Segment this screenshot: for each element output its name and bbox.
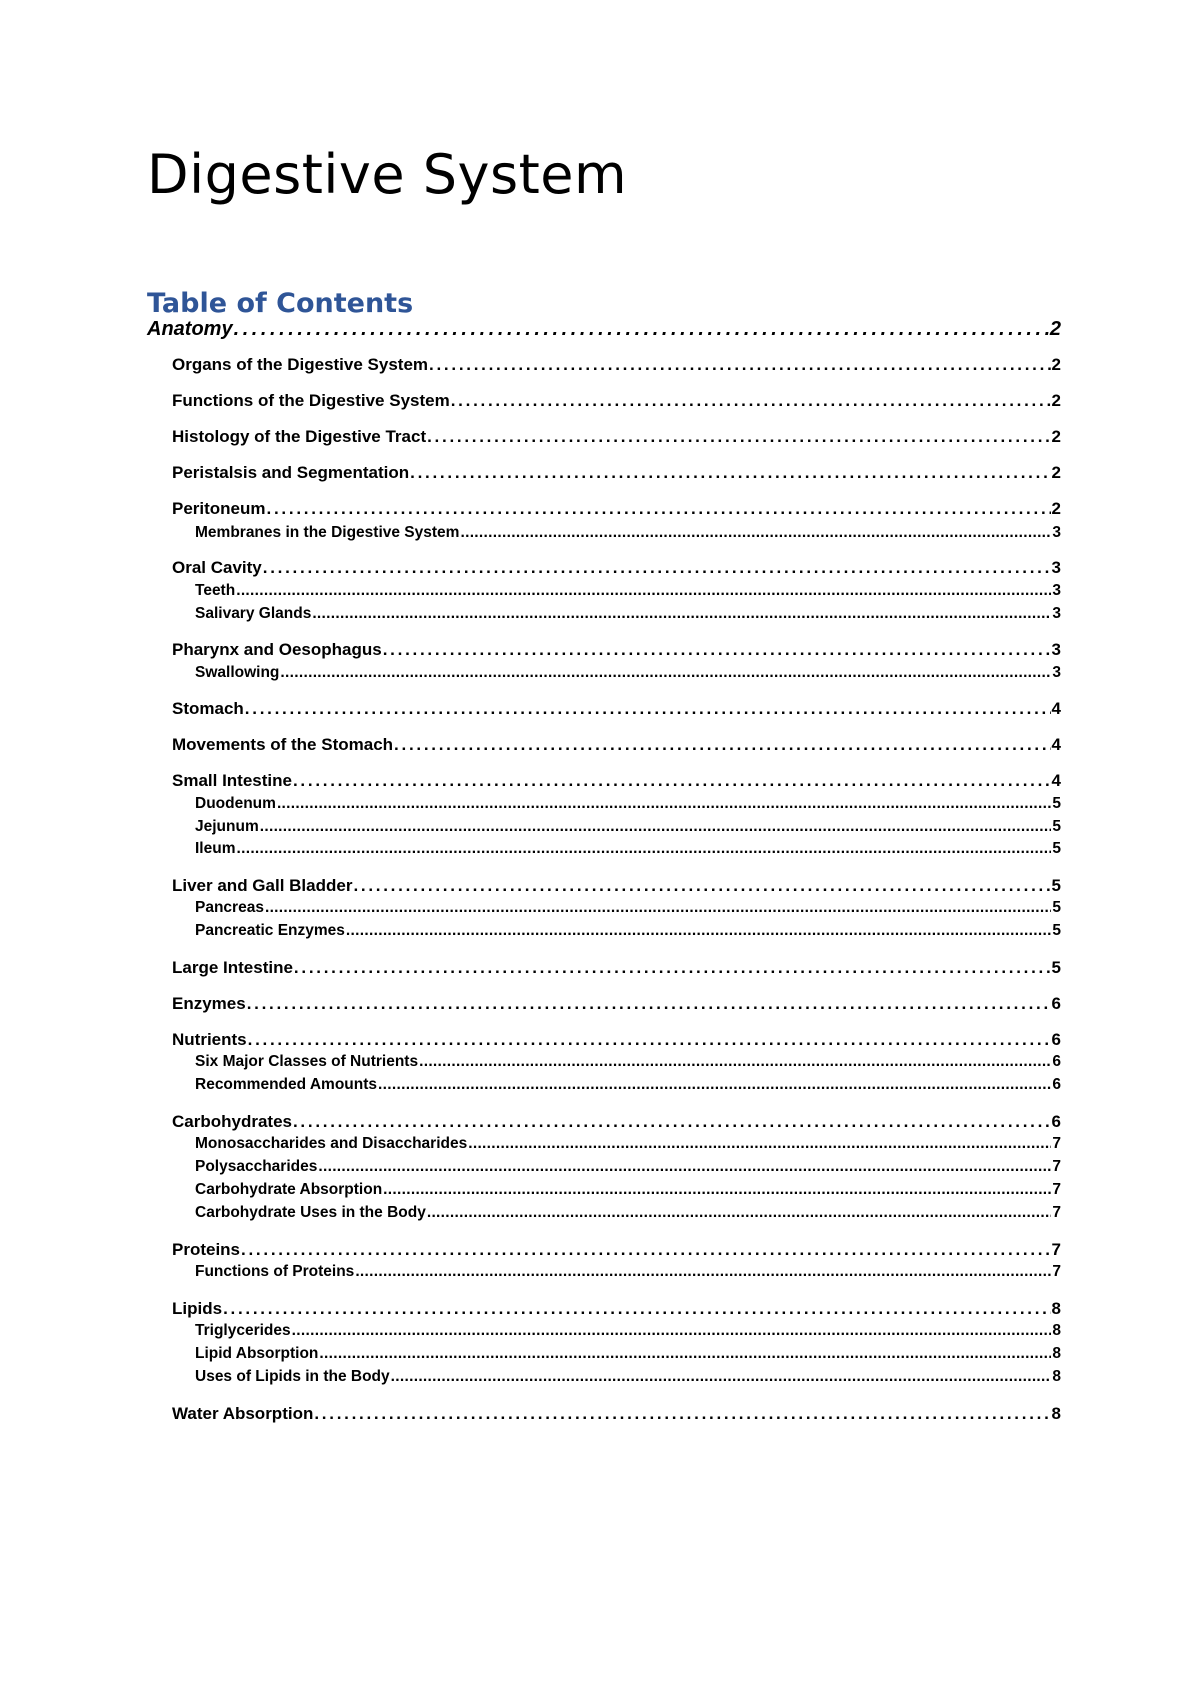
toc-entry[interactable] [195, 922, 1061, 940]
toc-entry[interactable] [195, 1368, 1061, 1386]
toc-page-number: 8 [1051, 1404, 1061, 1423]
toc-dot-leader [355, 1263, 1051, 1281]
toc-page-number: 2 [1051, 499, 1061, 518]
toc-entry-label: Enzymes [172, 994, 246, 1013]
toc-entry[interactable] [172, 1299, 1061, 1319]
toc-page-number: 3 [1051, 640, 1061, 659]
toc-dot-leader [427, 427, 1050, 447]
toc-page-number: 6 [1051, 1112, 1061, 1131]
toc-dot-leader [468, 1135, 1051, 1153]
toc-page-number: 5 [1052, 818, 1061, 835]
toc-page-number: 8 [1051, 1299, 1061, 1318]
toc-page-number: 6 [1052, 1053, 1061, 1070]
toc-dot-leader [236, 582, 1051, 600]
toc-dot-leader [383, 1181, 1051, 1199]
toc-dot-leader [293, 1112, 1051, 1132]
toc-page-number: 2 [1051, 463, 1061, 482]
toc-heading: Table of Contents [147, 288, 414, 319]
toc-entry[interactable] [195, 899, 1061, 917]
toc-entry[interactable] [195, 795, 1061, 813]
toc-entry[interactable] [195, 1263, 1061, 1281]
toc-entry[interactable] [195, 1076, 1061, 1094]
toc-dot-leader [353, 876, 1050, 896]
toc-dot-leader [292, 1322, 1052, 1340]
toc-page-number: 4 [1051, 771, 1061, 790]
toc-dot-leader [410, 463, 1050, 483]
toc-entry[interactable] [195, 664, 1061, 682]
toc-entry-label: Peritoneum [172, 499, 266, 518]
toc-entry[interactable] [172, 1240, 1061, 1260]
toc-dot-leader [293, 771, 1051, 791]
toc-entry[interactable] [172, 355, 1061, 375]
toc-dot-leader [427, 1204, 1052, 1222]
toc-page-number: 5 [1051, 958, 1061, 977]
toc-entry-label: Membranes in the Digestive System [195, 524, 460, 541]
toc-entry-label: Six Major Classes of Nutrients [195, 1053, 419, 1070]
toc-entry[interactable] [195, 605, 1061, 623]
toc-dot-leader [294, 958, 1051, 978]
toc-entry[interactable] [195, 1345, 1061, 1363]
toc-page-number: 4 [1051, 699, 1061, 718]
toc-entry[interactable] [172, 391, 1061, 411]
toc-page-number: 3 [1052, 582, 1061, 599]
toc-page-number: 6 [1051, 1030, 1061, 1049]
toc-dot-leader [346, 922, 1051, 940]
toc-dot-leader [314, 1404, 1050, 1424]
toc-entry[interactable] [147, 318, 1061, 341]
toc-entry-label: Oral Cavity [172, 558, 262, 577]
toc-dot-leader [394, 735, 1050, 755]
toc-dot-leader [378, 1076, 1051, 1094]
toc-entry[interactable] [172, 771, 1061, 791]
toc-entry-label: Carbohydrates [172, 1112, 292, 1131]
toc-dot-leader [391, 1368, 1052, 1386]
toc-page-number: 2 [1049, 318, 1061, 340]
toc-page-number: 3 [1051, 558, 1061, 577]
toc-entry[interactable] [172, 958, 1061, 978]
toc-dot-leader [451, 391, 1051, 411]
toc-entry-label: Organs of the Digestive System [172, 355, 429, 374]
toc-entry-label: Lipid Absorption [195, 1345, 319, 1362]
toc-page-number: 6 [1052, 1076, 1061, 1093]
toc-entry-label: Duodenum [195, 795, 276, 812]
toc-dot-leader [312, 605, 1051, 623]
toc-entry-label: Ileum [195, 840, 236, 857]
toc-entry-label: Carbohydrate Uses in the Body [195, 1204, 426, 1221]
toc-entry[interactable] [172, 499, 1061, 519]
toc-dot-leader [429, 355, 1051, 375]
toc-entry-label: Recommended Amounts [195, 1076, 378, 1093]
toc-entry-label: Functions of Proteins [195, 1263, 355, 1280]
toc-page-number: 8 [1052, 1368, 1061, 1385]
toc-page-number: 5 [1052, 922, 1061, 939]
toc-entry-label: Lipids [172, 1299, 223, 1318]
toc-entry-label: Water Absorption [172, 1404, 314, 1423]
toc-dot-leader [267, 499, 1051, 519]
toc-dot-leader [419, 1053, 1051, 1071]
toc-dot-leader [234, 318, 1049, 341]
toc-entry-label: Proteins [172, 1240, 241, 1259]
toc-page-number: 4 [1051, 735, 1061, 754]
toc-dot-leader [383, 640, 1051, 660]
toc-entry-label: Movements of the Stomach [172, 735, 394, 754]
toc-page-number: 7 [1052, 1263, 1061, 1280]
toc-page-number: 6 [1051, 994, 1061, 1013]
toc-dot-leader [236, 840, 1051, 858]
toc-page-number: 5 [1052, 899, 1061, 916]
toc-entry-label: Salivary Glands [195, 605, 312, 622]
toc-entry[interactable] [172, 427, 1061, 447]
toc-entry-label: Histology of the Digestive Tract [172, 427, 427, 446]
toc-entry[interactable] [172, 876, 1061, 896]
toc-page-number: 7 [1052, 1135, 1061, 1152]
toc-dot-leader [223, 1299, 1050, 1319]
toc-entry[interactable] [172, 640, 1061, 660]
toc-page-number: 3 [1052, 664, 1061, 681]
toc-entry[interactable] [195, 818, 1061, 836]
toc-entry[interactable] [195, 524, 1061, 542]
toc-dot-leader [241, 1240, 1051, 1260]
toc-entry-label: Large Intestine [172, 958, 293, 977]
toc-entry-label: Stomach [172, 699, 244, 718]
toc-dot-leader [263, 558, 1051, 578]
toc-entry-label: Polysaccharides [195, 1158, 318, 1175]
toc-entry[interactable] [172, 1112, 1061, 1132]
toc-dot-leader [265, 899, 1051, 917]
toc-entry-label: Jejunum [195, 818, 259, 835]
toc-page-number: 3 [1052, 605, 1061, 622]
toc-page-number: 5 [1052, 840, 1061, 857]
toc-dot-leader [247, 994, 1051, 1014]
toc-entry[interactable] [195, 1135, 1061, 1153]
toc-entry-label: Uses of Lipids in the Body [195, 1368, 390, 1385]
toc-page-number: 2 [1051, 391, 1061, 410]
toc-entry[interactable] [172, 463, 1061, 483]
toc-entry-label: Functions of the Digestive System [172, 391, 450, 410]
document-title: Digestive System [147, 143, 628, 206]
toc-entry[interactable] [172, 1030, 1061, 1050]
toc-dot-leader [318, 1158, 1051, 1176]
toc-dot-leader [319, 1345, 1051, 1363]
toc-entry[interactable] [172, 994, 1061, 1014]
toc-entry[interactable] [172, 558, 1061, 578]
toc-entry-label: Anatomy [147, 318, 233, 340]
toc-entry[interactable] [195, 582, 1061, 600]
toc-page-number: 7 [1052, 1158, 1061, 1175]
toc-page-number: 7 [1052, 1181, 1061, 1198]
toc-entry-label: Nutrients [172, 1030, 247, 1049]
toc-entry-label: Swallowing [195, 664, 280, 681]
toc-entry-label: Pancreatic Enzymes [195, 922, 345, 939]
toc-page-number: 8 [1052, 1322, 1061, 1339]
toc-page-number: 5 [1051, 876, 1061, 895]
toc-page-number: 2 [1051, 427, 1061, 446]
toc-entry-label: Teeth [195, 582, 236, 599]
toc-dot-leader [280, 664, 1051, 682]
toc-page-number: 2 [1051, 355, 1061, 374]
toc-entry[interactable] [195, 1158, 1061, 1176]
toc-entry-label: Carbohydrate Absorption [195, 1181, 383, 1198]
toc-page-number: 7 [1052, 1204, 1061, 1221]
toc-page-number: 3 [1052, 524, 1061, 541]
toc-dot-leader [460, 524, 1051, 542]
toc-page-number: 5 [1052, 795, 1061, 812]
toc-entry-label: Liver and Gall Bladder [172, 876, 353, 895]
toc-entry-label: Triglycerides [195, 1322, 291, 1339]
toc-dot-leader [260, 818, 1052, 836]
toc-dot-leader [277, 795, 1051, 813]
toc-entry[interactable] [172, 735, 1061, 755]
toc-entry[interactable] [195, 1322, 1061, 1340]
toc-entry[interactable] [195, 1053, 1061, 1071]
toc-page-number: 7 [1051, 1240, 1061, 1259]
toc-entry[interactable] [195, 1181, 1061, 1199]
toc-entry[interactable] [195, 1204, 1061, 1222]
toc-dot-leader [245, 699, 1051, 719]
toc-page-number: 8 [1052, 1345, 1061, 1362]
toc-entry-label: Pharynx and Oesophagus [172, 640, 382, 659]
toc-entry-label: Small Intestine [172, 771, 292, 790]
toc-entry[interactable] [172, 1404, 1061, 1424]
toc-dot-leader [248, 1030, 1051, 1050]
toc-entry-label: Pancreas [195, 899, 264, 916]
toc-entry[interactable] [172, 699, 1061, 719]
toc-entry-label: Peristalsis and Segmentation [172, 463, 410, 482]
toc-entry-label: Monosaccharides and Disaccharides [195, 1135, 468, 1152]
toc-entry[interactable] [195, 840, 1061, 858]
